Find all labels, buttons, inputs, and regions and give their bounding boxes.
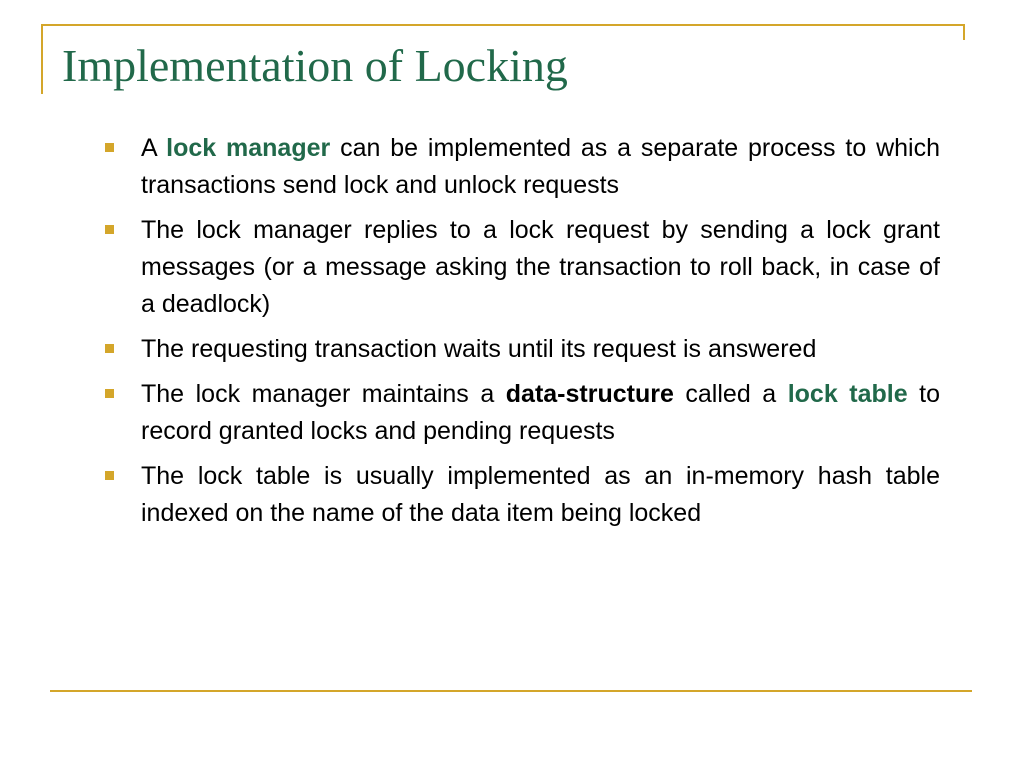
frame-left-rule	[41, 24, 43, 94]
square-bullet-icon	[105, 344, 114, 353]
term-lock-table: lock table	[787, 380, 908, 408]
bullet-text: The lock manager maintains a	[141, 380, 506, 408]
frame-right-rule	[963, 24, 965, 40]
bullet-lock-manager-process	[100, 130, 940, 204]
bullet-text: The lock manager replies to a lock request by sending a lock grant messages (or a message asking the transaction to roll back, in case of a deadlock)	[141, 216, 940, 318]
term-lock-manager: lock manager	[166, 134, 331, 162]
bullet-lock-manager-replies	[100, 212, 940, 323]
bullet-transaction-waits	[100, 331, 940, 368]
bullet-text: can be implemented as a separate process to which transactions send lock and unlock requests	[141, 134, 941, 199]
bullet-text: The lock table is usually implemented as an in-memory hash table indexed on the name of the data item being locked	[141, 462, 940, 527]
bullet-list	[100, 130, 940, 540]
frame-bottom-rule	[50, 690, 972, 692]
slide-title: Implementation of Locking	[62, 40, 568, 91]
term-data-structure: data-structure	[505, 380, 674, 408]
bullet-text: A	[141, 134, 167, 162]
bullet-text: called a	[673, 380, 788, 408]
square-bullet-icon	[105, 471, 114, 480]
square-bullet-icon	[105, 225, 114, 234]
bullet-hash-table	[100, 458, 940, 532]
bullet-lock-table	[100, 376, 940, 450]
square-bullet-icon	[105, 143, 114, 152]
square-bullet-icon	[105, 389, 114, 398]
bullet-text: The requesting transaction waits until its request is answered	[141, 335, 817, 363]
bullet-text: to record granted locks and pending requests	[141, 380, 941, 445]
frame-top-rule	[41, 24, 965, 26]
